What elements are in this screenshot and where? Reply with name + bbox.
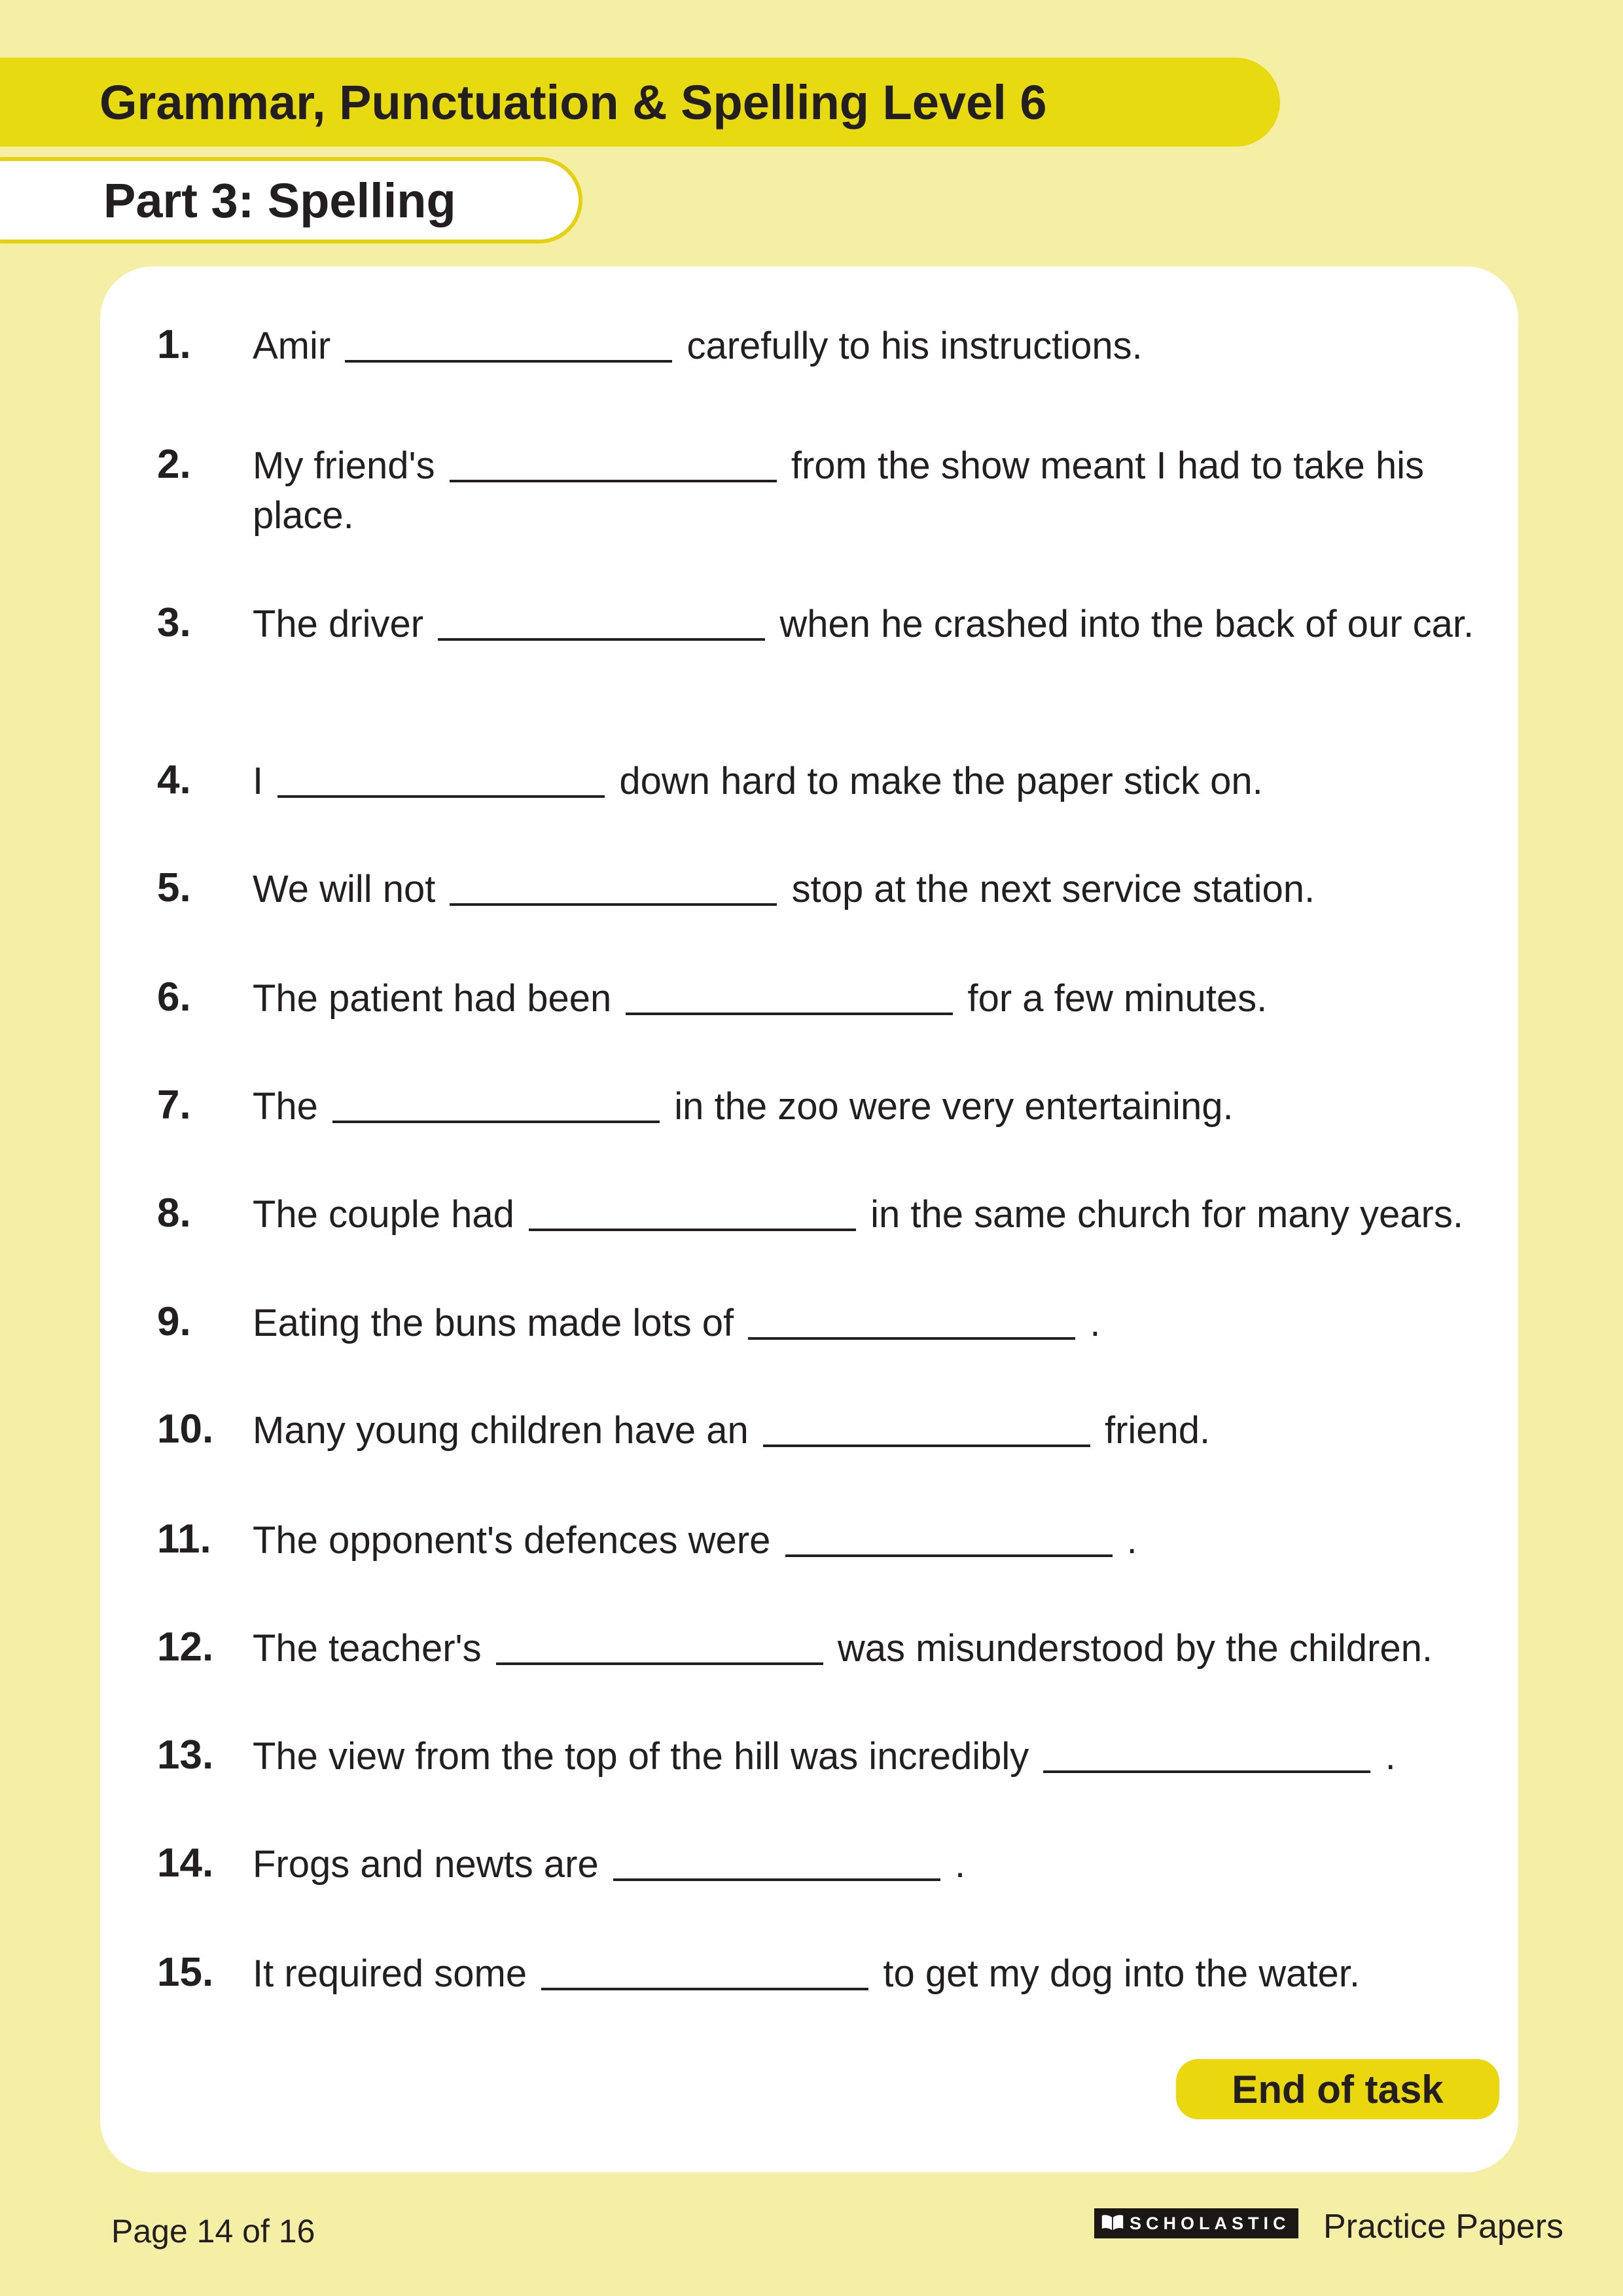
question-14 [157, 1840, 1496, 1890]
publisher-wordmark: SCHOLASTIC [1130, 2213, 1291, 2233]
answer-blank[interactable] [763, 1421, 1090, 1447]
question-1 [157, 321, 1496, 371]
question-11 [157, 1516, 1496, 1566]
question-7 [157, 1082, 1496, 1132]
question-before-text: Amir [253, 325, 331, 367]
question-8 [157, 1190, 1496, 1240]
question-number: 5. [157, 865, 191, 910]
answer-blank[interactable] [496, 1639, 823, 1665]
question-before-text: We will not [253, 868, 436, 910]
question-before-text: I [253, 760, 264, 802]
answer-blank[interactable] [345, 336, 672, 363]
question-after-text: to get my dog into the water. [883, 1952, 1360, 1995]
question-before-text: The patient had been [253, 977, 612, 1020]
header-banner [0, 58, 1280, 147]
question-number: 12. [157, 1624, 214, 1670]
answer-blank[interactable] [450, 456, 777, 482]
page-title: Grammar, Punctuation & Spelling Level 6 [99, 75, 1047, 130]
answer-blank[interactable] [332, 1097, 660, 1123]
open-book-icon [1101, 2214, 1124, 2233]
question-after-text: down hard to make the paper stick on. [619, 760, 1263, 802]
worksheet-card [100, 266, 1518, 2172]
answer-blank[interactable] [277, 772, 605, 798]
question-after-text: when he crashed into the back of our car. [779, 603, 1474, 645]
question-number: 2. [157, 442, 191, 487]
section-title: Part 3: Spelling [103, 173, 456, 228]
answer-blank[interactable] [613, 1855, 940, 1881]
question-before-text: My friend's [253, 444, 435, 487]
question-before-text: The [253, 1085, 318, 1128]
question-after-text: in the zoo were very entertaining. [674, 1085, 1234, 1128]
question-number: 14. [157, 1840, 214, 1886]
question-number: 6. [157, 975, 191, 1020]
question-after-text: . [1126, 1519, 1137, 1562]
question-10 [157, 1406, 1496, 1456]
question-number: 7. [157, 1083, 191, 1128]
page-number-label: Page 14 of 16 [111, 2213, 315, 2250]
question-6 [157, 974, 1496, 1024]
question-number: 13. [157, 1732, 214, 1778]
question-4 [157, 757, 1496, 806]
question-number: 9. [157, 1299, 191, 1344]
question-before-text: The teacher's [253, 1627, 482, 1670]
end-of-task-badge: End of task [1176, 2059, 1499, 2119]
answer-blank[interactable] [450, 880, 777, 906]
question-3 [157, 600, 1496, 649]
question-before-text: The opponent's defences were [253, 1519, 771, 1562]
question-after-text: . [954, 1843, 966, 1886]
question-after-text: . [1090, 1302, 1101, 1344]
question-before-text: The driver [253, 603, 424, 645]
question-before-text: The view from the top of the hill was incredibly [253, 1735, 1029, 1778]
answer-blank[interactable] [748, 1314, 1075, 1340]
question-15 [157, 1949, 1496, 1999]
question-number: 15. [157, 1950, 214, 1995]
question-after-text: stop at the next service station. [791, 868, 1315, 910]
question-before-text: It required some [253, 1952, 527, 1995]
section-banner [0, 157, 582, 243]
scholastic-logo [1094, 2208, 1298, 2238]
question-before-text: Frogs and newts are [253, 1843, 599, 1886]
question-after-text: . [1385, 1735, 1396, 1778]
question-number: 8. [157, 1191, 191, 1236]
answer-blank[interactable] [626, 989, 953, 1015]
question-13 [157, 1732, 1496, 1782]
question-after-text: for a few minutes. [967, 977, 1268, 1020]
question-number: 1. [157, 322, 191, 367]
question-number: 3. [157, 600, 191, 645]
series-label: Practice Papers [1323, 2208, 1564, 2246]
question-number: 11. [157, 1516, 211, 1562]
question-after-text: was misunderstood by the children. [837, 1627, 1433, 1670]
answer-blank[interactable] [438, 615, 765, 641]
answer-blank[interactable] [541, 1964, 868, 1990]
question-before-text: Eating the buns made lots of [253, 1302, 734, 1344]
question-after-text: from the show meant I had to take his place. [253, 444, 1425, 537]
question-5 [157, 865, 1496, 914]
question-number: 4. [157, 757, 191, 802]
answer-blank[interactable] [529, 1205, 856, 1231]
question-before-text: The couple had [253, 1193, 514, 1236]
question-before-text: Many young children have an [253, 1409, 749, 1452]
question-12 [157, 1624, 1496, 1674]
question-2 [157, 441, 1496, 541]
question-after-text: carefully to his instructions. [687, 325, 1143, 367]
question-9 [157, 1299, 1496, 1348]
answer-blank[interactable] [1043, 1747, 1370, 1773]
question-number: 10. [157, 1407, 214, 1452]
question-after-text: in the same church for many years. [870, 1193, 1463, 1236]
question-after-text: friend. [1104, 1409, 1211, 1452]
answer-blank[interactable] [785, 1531, 1113, 1557]
